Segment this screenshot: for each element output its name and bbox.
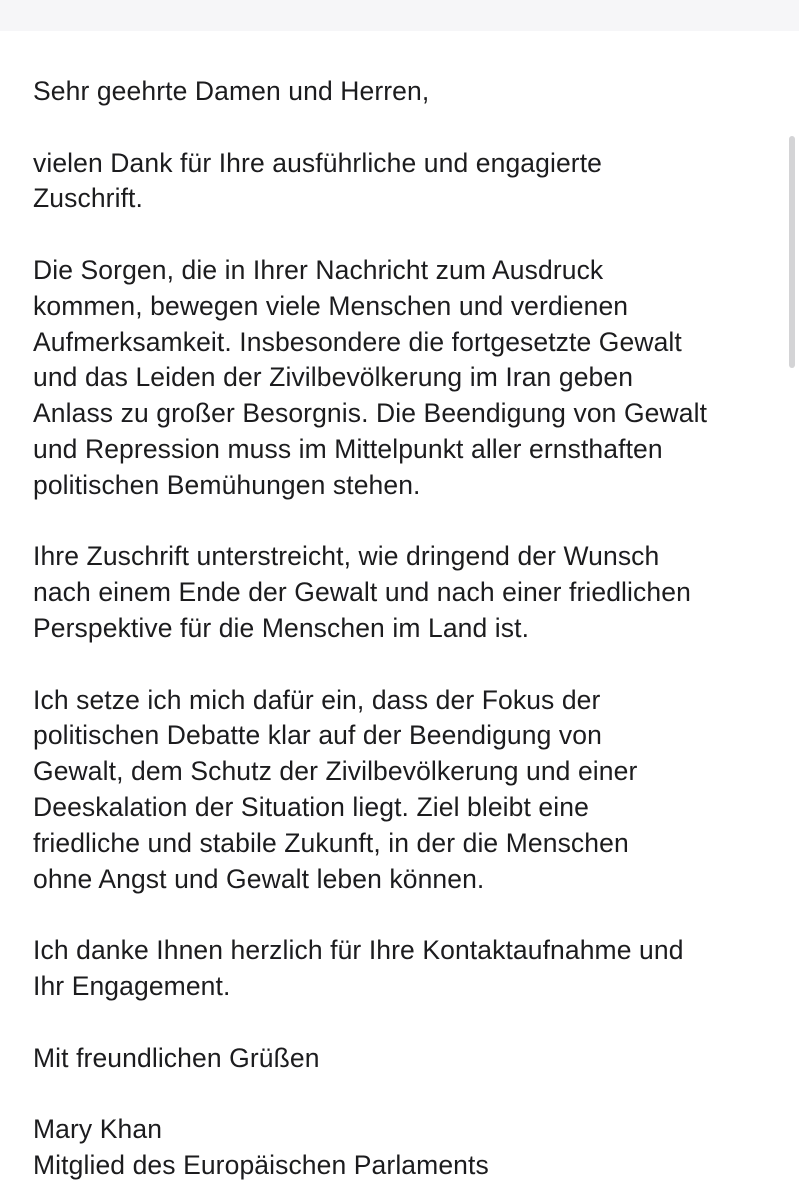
signature-title: Mitglied des Europäischen Parlaments — [33, 1149, 489, 1180]
email-signature — [33, 1112, 783, 1184]
email-paragraph-thanks: vielen Dank für Ihre ausführliche und engagierte Zuschrift. — [33, 147, 603, 214]
top-bar — [0, 0, 799, 31]
scrollbar-thumb[interactable] — [789, 136, 795, 368]
email-paragraph-gratitude: Ich danke Ihnen herzlich für Ihre Kontaktaufnahme und Ihr Engagement. — [33, 935, 684, 1001]
email-closing: Mit freundlichen Grüßen — [33, 1042, 320, 1073]
email-body — [33, 74, 783, 1184]
email-paragraph-commitment: Ich setze ich mich dafür ein, dass der Fokus der politischen Debatte klar auf der Beendigung von Gewalt, dem Schutz der Zivilbevölkerung und einer Deeskalation der Situation liegt. Ziel bleibt eine friedliche und stabile Zukunft, in der die Menschen ohne Angst und Gewalt leben können. — [33, 684, 638, 894]
email-paragraph-wish: Ihre Zuschrift unterstreicht, wie dringend der Wunsch nach einem Ende der Gewalt und nach einer friedlichen Perspektive für die Menschen im Land ist. — [33, 541, 691, 643]
signature-name: Mary Khan — [33, 1114, 163, 1145]
email-paragraph-concerns: Die Sorgen, die in Ihrer Nachricht zum Ausdruck kommen, bewegen viele Menschen und verdienen Aufmerksamkeit. Insbesondere die fortgesetzte Gewalt und das Leiden der Zivilbevölkerung im Iran geben Anlass zu großer Besorgnis. Die Beendigung von Gewalt und Repression muss im Mittelpunkt aller ernsthaften politischen Bemühungen stehen. — [33, 254, 708, 500]
email-salutation: Sehr geehrte Damen und Herren, — [33, 76, 430, 106]
